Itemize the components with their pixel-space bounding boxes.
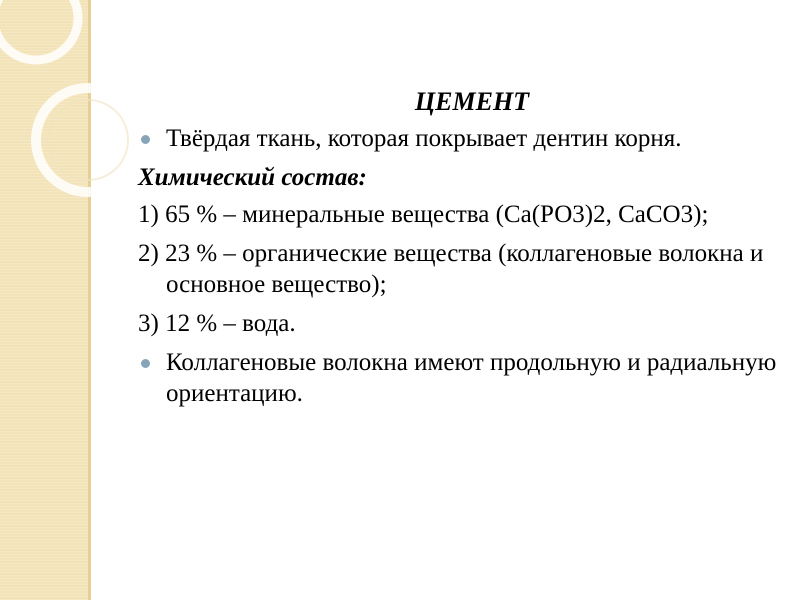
bullet-dot-icon (141, 135, 150, 144)
bullet-dot-icon (141, 359, 150, 368)
slide-title: ЦЕМЕНТ (414, 87, 530, 116)
bullet-text: Твёрдая ткань, которая покрывает дентин корня. (166, 125, 682, 152)
bullet-item-definition (138, 123, 778, 154)
decorative-ring-inner (48, 100, 128, 180)
composition-heading: Химический состав: (138, 164, 367, 191)
decorative-ring-top (0, 0, 78, 60)
list-item-organic: 2) 23 % – органические вещества (коллагеновые волокна и основное вещество); (138, 240, 764, 298)
decorative-ring-middle (36, 88, 140, 192)
list-item-water: 3) 12 % – вода. (138, 310, 296, 337)
decorative-rings (0, 0, 140, 600)
bullet-item-fibers (138, 347, 778, 409)
slide-content (138, 86, 778, 417)
list-item-minerals: 1) 65 % – минеральные вещества (Са(РО3)2, СаСО3); (138, 201, 709, 228)
bullet-text: Коллагеновые волокна имеют продольную и радиальную ориентацию. (166, 349, 777, 407)
